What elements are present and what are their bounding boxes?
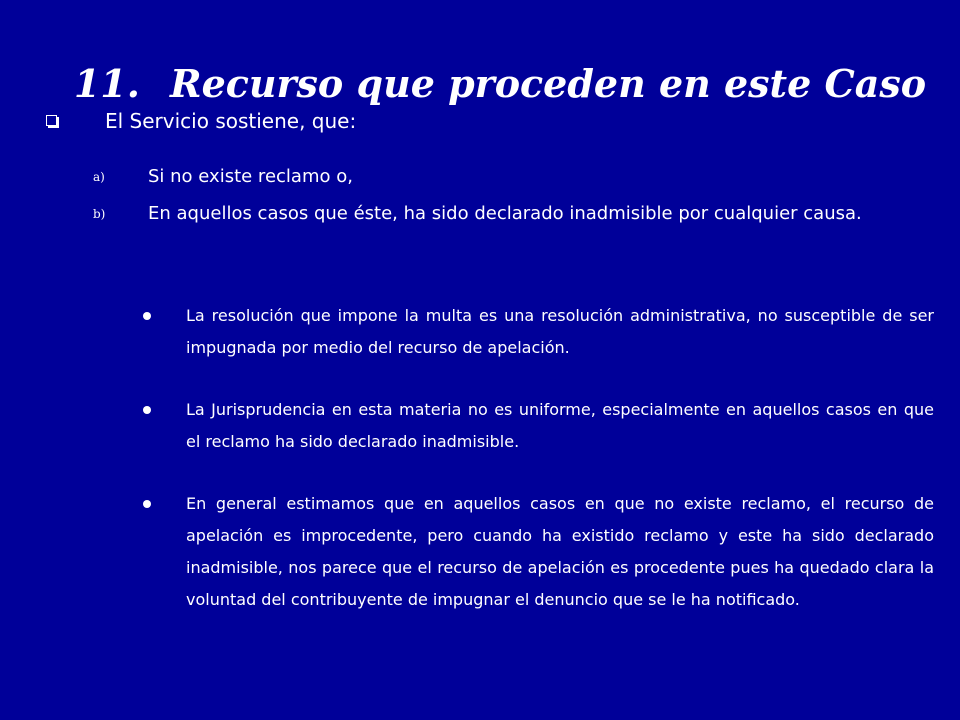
round-bullet-icon [140, 394, 186, 458]
slide-title-text: Recurso que proceden en este Caso [169, 61, 927, 107]
slide-title-number: 11. [73, 61, 140, 107]
bullet-item [140, 394, 934, 458]
bullet-list [140, 300, 934, 616]
bullet-text: La Jurisprudencia en esta materia no es uniforme, especialmente en aquellos casos en que el reclamo ha sido declarado inadmisible. [186, 400, 934, 451]
sub-list [93, 160, 933, 231]
bullet-item [140, 488, 934, 616]
main-point-text: El Servicio sostiene, que: [105, 109, 357, 133]
bullet-text: En general estimamos que en aquellos casos en que no existe reclamo, el recurso de apelación es improcedente, pero cuando ha existido reclamo y este ha sido declarado inadmisible, nos parece que el recurso de apelación es procedente pues ha quedado clara la voluntad del contribuyente de impugnar el denuncio que se le ha notificado. [186, 494, 934, 609]
main-point [46, 106, 356, 136]
sub-item-text: Si no existe reclamo o, [148, 166, 353, 187]
sub-item-marker: a) [93, 170, 105, 184]
bullet-item [140, 300, 934, 364]
sub-item-text: En aquellos casos que éste, ha sido declarado inadmisible por cualquier causa. [148, 203, 862, 224]
sub-item-b [93, 197, 933, 231]
round-bullet-icon [140, 300, 186, 364]
slide-title [0, 59, 960, 109]
round-bullet-icon [140, 488, 186, 616]
sub-item-marker: b) [93, 207, 106, 221]
square-bullet-icon [46, 115, 57, 126]
bullet-text: La resolución que impone la multa es una resolución administrativa, no susceptible de ser impugnada por medio del recurso de apelación. [186, 306, 934, 357]
sub-item-a [93, 160, 933, 194]
